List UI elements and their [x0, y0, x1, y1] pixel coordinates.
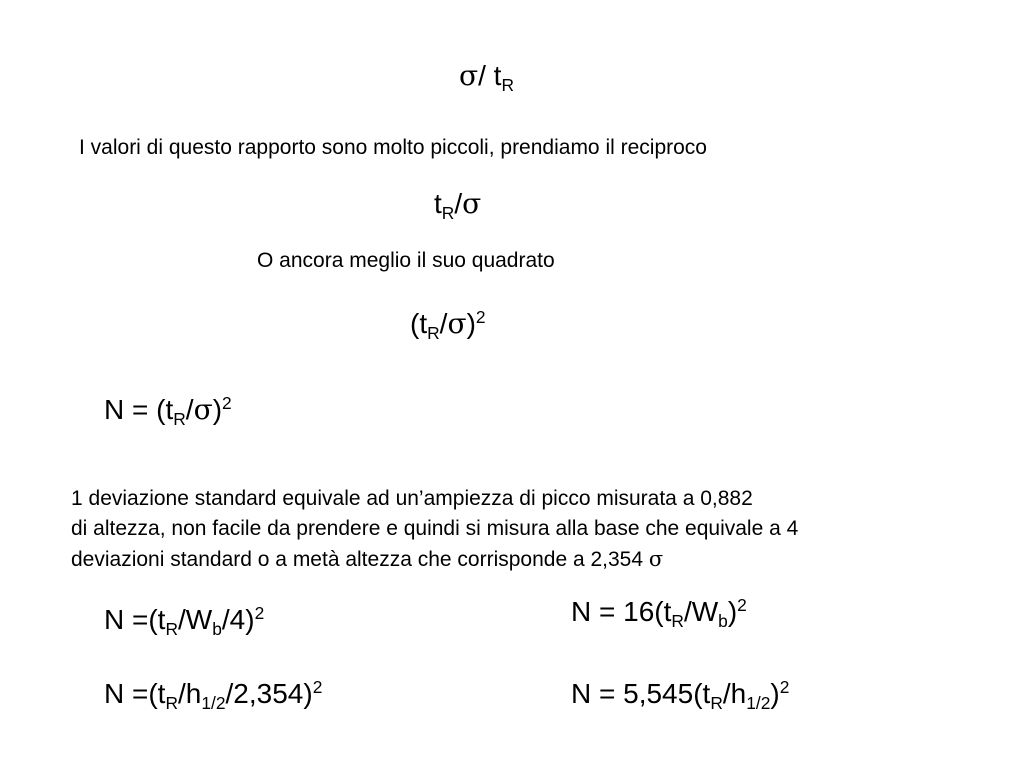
formula-text: / t: [478, 60, 502, 91]
formula-text: N =(t: [104, 678, 166, 709]
formula-text: ): [727, 596, 738, 627]
superscript-2: 2: [254, 603, 265, 624]
formula-text: /W: [683, 596, 719, 627]
formula-n-base-width-simplified: [571, 595, 747, 631]
subscript-b: b: [718, 610, 728, 631]
superscript-2: 2: [737, 595, 747, 616]
superscript-2: 2: [222, 393, 232, 414]
text-square-better: O ancora meglio il suo quadrato: [257, 249, 555, 272]
paragraph-line-3-text: deviazioni standard o a metà altezza che corrisponde a 2,354: [71, 548, 649, 571]
subscript-r: R: [501, 74, 515, 95]
paragraph-standard-deviation: [71, 484, 991, 575]
formula-n-base-width: [104, 603, 265, 639]
subscript-r: R: [173, 408, 186, 429]
formula-text: ): [212, 394, 223, 425]
formula-text: /: [454, 188, 463, 219]
subscript-b: b: [212, 618, 222, 639]
superscript-2: 2: [779, 677, 790, 698]
formula-n-half-height-simplified: [571, 677, 790, 713]
text-small-values: I valori di questo rapporto sono molto piccoli, prendiamo il reciproco: [79, 136, 707, 159]
formula-text: /: [185, 394, 194, 425]
formula-text: /h: [178, 678, 202, 709]
formula-text: ): [466, 308, 476, 339]
subscript-half: 1/2: [201, 692, 226, 713]
paragraph-line-1: 1 deviazione standard equivale ad un’ampiezza di picco misurata a 0,882: [71, 487, 753, 510]
sigma-symbol: σ: [648, 547, 664, 571]
formula-text: N =(t: [104, 604, 166, 635]
formula-text: t: [434, 188, 442, 219]
subscript-r: R: [671, 610, 684, 631]
formula-n-definition: [104, 393, 232, 429]
formula-text: ): [770, 678, 780, 709]
sigma-symbol: σ: [462, 187, 482, 220]
paragraph-line-3: [71, 544, 991, 575]
formula-text: N = 5,545(t: [571, 678, 711, 709]
sigma-symbol: σ: [447, 307, 467, 340]
paragraph-line-2: di altezza, non facile da prendere e quindi si misura alla base che equivale a 4: [71, 517, 799, 540]
formula-text: /W: [178, 604, 213, 635]
sigma-symbol: σ: [459, 59, 479, 92]
subscript-r: R: [710, 692, 723, 713]
subscript-r: R: [441, 202, 455, 223]
formula-text: /: [439, 308, 448, 339]
formula-text: /2,354): [225, 678, 313, 709]
formula-text: (t: [410, 308, 428, 339]
formula-tr-over-sigma: [434, 187, 482, 223]
subscript-r: R: [165, 618, 179, 639]
formula-text: /h: [722, 678, 747, 709]
formula-text: N = 16(t: [571, 596, 672, 627]
sigma-symbol: σ: [193, 393, 213, 426]
formula-text: /4): [221, 604, 255, 635]
superscript-2: 2: [312, 677, 323, 698]
subscript-r: R: [165, 692, 179, 713]
superscript-2: 2: [475, 307, 486, 328]
subscript-r: R: [427, 322, 440, 343]
formula-n-half-height: [104, 677, 323, 713]
subscript-half: 1/2: [746, 692, 771, 713]
formula-squared-ratio: [410, 307, 486, 343]
formula-sigma-over-tr: [459, 59, 515, 95]
formula-text: N = (t: [104, 394, 174, 425]
